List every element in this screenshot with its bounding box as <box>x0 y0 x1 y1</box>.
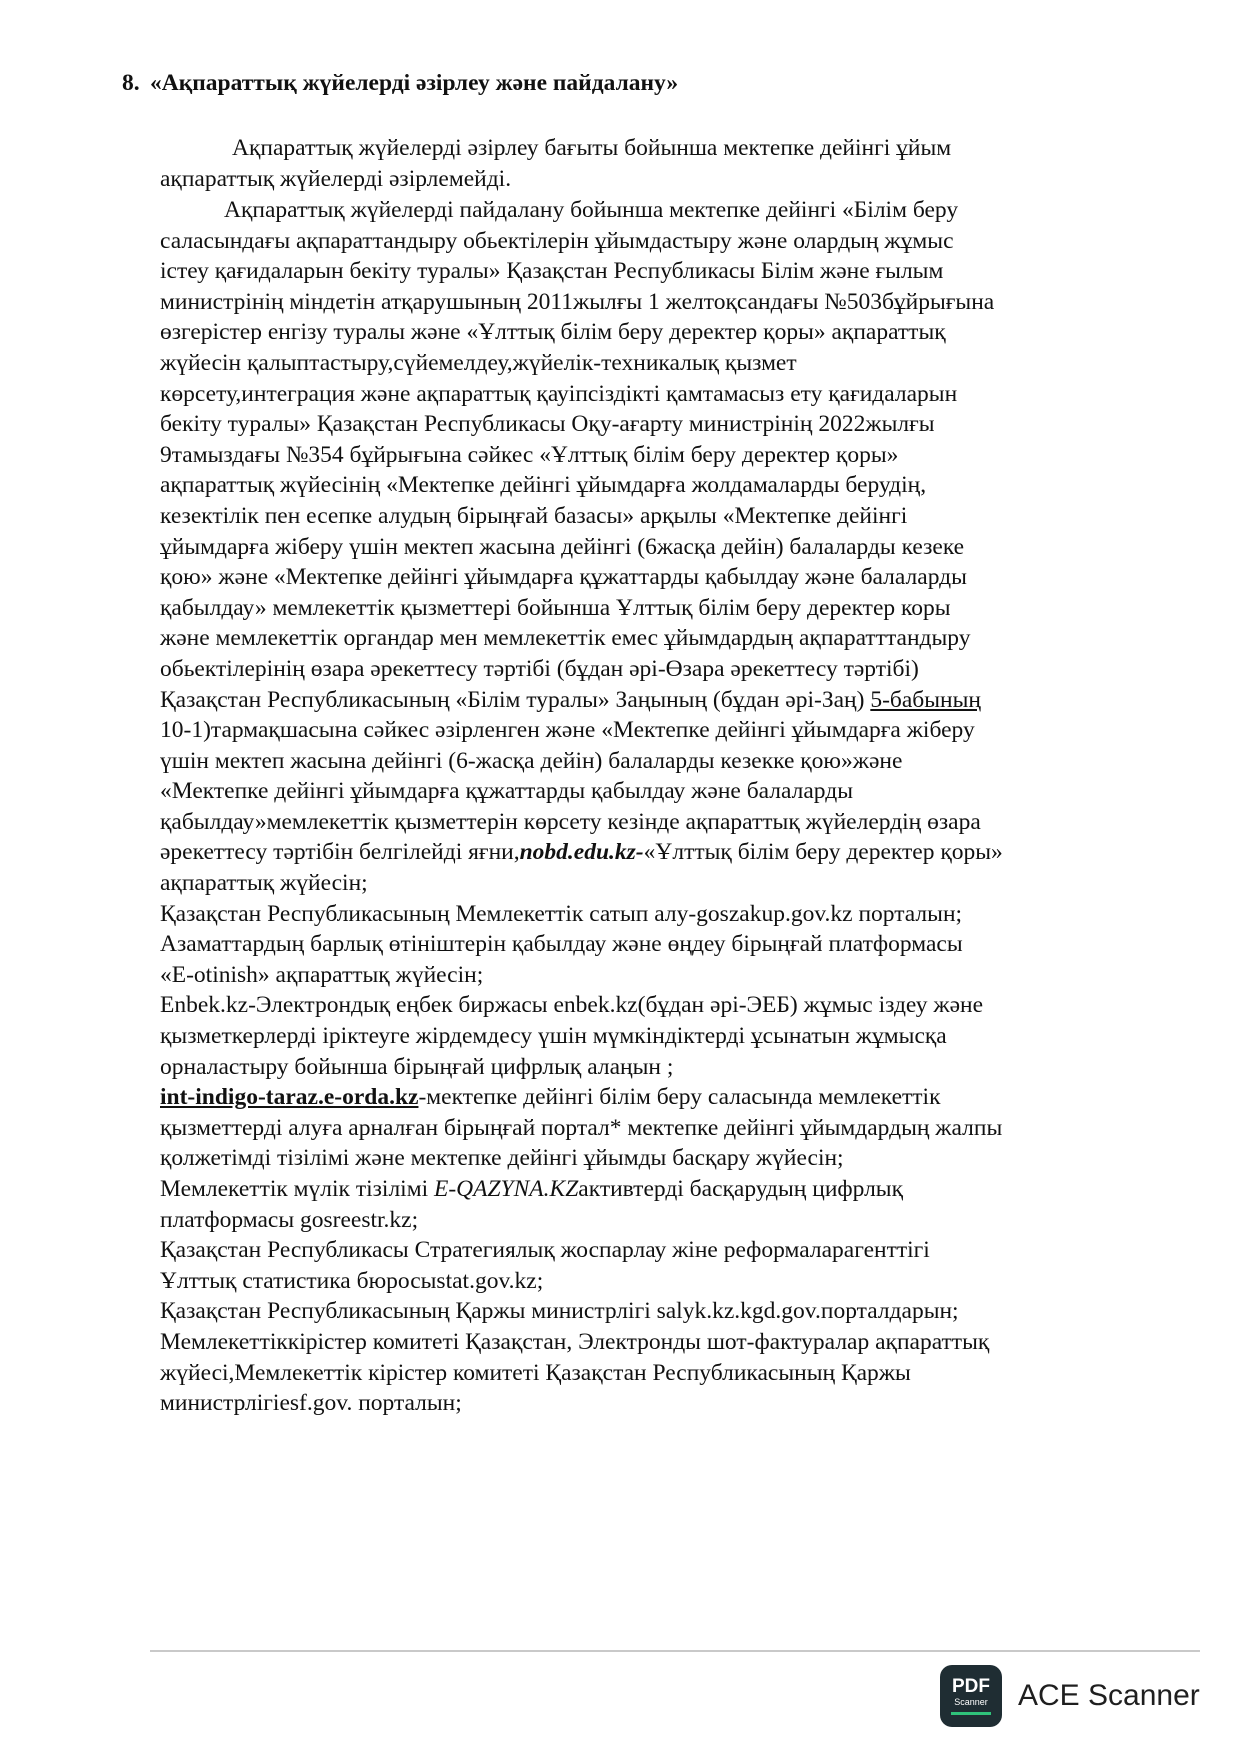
text-line: Азаматтардың барлық өтініштерін қабылдау және өңдеу бірыңғай платформасы <box>160 931 963 958</box>
text-line <box>160 837 1150 868</box>
text-line: қызметтерді алуға арналған бірыңғай портал* мектепке дейінгі ұйымдардың жалпы <box>160 1114 1003 1141</box>
text-line: Қазақстан Республикасының Қаржы министрлігі salyk.kz.kgd.gov.порталдарын; <box>160 1298 959 1325</box>
text-line: Ақпараттық жүйелерді пайдалану бойынша мектепке дейінгі «Білім беру <box>224 197 959 223</box>
scanner-watermark <box>940 1665 1200 1727</box>
text-line: Қазақстан Республикасының Мемлекеттік сатып алу-goszakup.gov.kz порталын; <box>160 900 963 927</box>
text-line: қою» және «Мектепке дейінгі ұйымдарға құжаттарды қабылдау және балаларды <box>160 564 967 591</box>
text-line: 10-1)тармақшасына сәйкес әзірленген және «Мектепке дейінгі ұйымдарға жіберу <box>160 717 975 744</box>
text-line: Ақпараттық жүйелерді әзірлеу бағыты бойынша мектепке дейінгі ұйым <box>232 135 952 161</box>
text-segment: «Ұлттық білім беру деректер қоры» <box>643 839 1003 866</box>
text-line: министрінің міндетін атқарушының 2011жылғы 1 желтоқсандағы №503бұйрығына <box>160 288 995 315</box>
text-line: үшін мектеп жасына дейінгі (6-жасқа дейін) балаларды кезекке қою»және <box>160 747 903 774</box>
text-line <box>160 1174 1150 1205</box>
text-line: 9тамыздағы №354 бұйрығына сәйкес «Ұлттық білім беру деректер қоры» <box>160 441 899 468</box>
badge-icon-top: PDF <box>952 1676 990 1697</box>
text-segment: активтерді басқарудың цифрлық <box>578 1176 904 1202</box>
text-line: қызметкерлерді іріктеуге жірдемдесу үшін мүмкіндіктерді ұсынатын жұмысқа <box>160 1023 947 1050</box>
text-segment: Мемлекеттік мүлік тізілімі <box>160 1176 434 1202</box>
text-line: Қазақстан Республикасы Стратегиялық жоспарлау жіне реформаларагенттігі <box>160 1237 930 1264</box>
text-line: Мемлекеттіккірістер комитеті Қазақстан, Электронды шот-фактуралар ақпараттық <box>160 1328 990 1355</box>
badge-icon-bottom: Scanner <box>954 1697 988 1707</box>
scanner-app-label: ACE Scanner <box>1018 1679 1200 1712</box>
text-line: Enbek.kz-Электрондық еңбек биржасы enbek.kz(бұдан әрі-ЭЕБ) жұмыс іздеу және <box>160 992 984 1019</box>
text-line: көрсету,интеграция және ақпараттық қауіпсіздікті қамтамасыз ету қағидаларын <box>160 380 958 407</box>
text-line: саласындағы ақпараттандыру обьектілерін ұйымдастыру және олардың жұмыс <box>160 227 954 254</box>
e-qazyna-text: E-QAZYNA.KZ <box>433 1176 579 1202</box>
text-line: министрлігіesf.gov. порталын; <box>160 1390 462 1417</box>
text-line: жүйесін қалыптастыру,сүйемелдеу,жүйелік-техникалық қызмет <box>160 349 797 376</box>
text-segment: -мектепке дейінгі білім беру саласында мемлекеттік <box>418 1084 941 1111</box>
paragraph-main <box>160 195 1150 1419</box>
text-segment: Қазақстан Республикасының «Білім туралы» Заңының (бұдан әрі-Заң) <box>160 686 871 713</box>
e-orda-link[interactable]: int-indigo-taraz.e-orda.kz <box>160 1084 419 1111</box>
section-title: «Ақпараттық жүйелерді әзірлеу және пайдалану» <box>150 70 679 96</box>
text-line <box>160 685 1150 716</box>
text-line: және мемлекеттік органдар мен мемлекеттік емес ұйымдардың ақпаратттандыру <box>160 625 971 652</box>
badge-accent-bar <box>951 1712 991 1715</box>
text-line: «Мектепке дейінгі ұйымдарға құжаттарды қабылдау және балаларды <box>160 778 853 805</box>
text-line: қабылдау» мемлекеттік қызметтері бойынша Ұлттық білім беру деректер коры <box>160 594 951 621</box>
text-line: ақпараттық жүйесінің «Мектепке дейінгі ұйымдарға жолдамаларды берудің, <box>160 472 927 499</box>
text-line: платформасы gosreestr.kz; <box>160 1206 419 1233</box>
text-line: орналастыру бойынша бірыңғай цифрлық алаңын ; <box>160 1053 674 1080</box>
text-line: ұйымдарға жіберу үшін мектеп жасына дейінгі (6жасқа дейін) балаларды кезеке <box>160 533 965 560</box>
text-line: істеу қағидаларын бекіту туралы» Қазақстан Республикасы Білім және ғылым <box>160 258 944 285</box>
text-line: ақпараттық жүйелерді әзірлемейді. <box>160 165 512 192</box>
text-line: өзгерістер енгізу туралы және «Ұлттық білім беру деректер қоры» ақпараттық <box>160 319 946 346</box>
paragraph-intro <box>160 133 1150 194</box>
section-heading <box>122 70 678 97</box>
text-line <box>160 1082 1150 1113</box>
text-segment: әрекеттесу тәртібін белгілейді яғни, <box>160 839 520 866</box>
nobd-link[interactable]: nobd.edu.kz- <box>519 839 644 866</box>
section-number: 8. <box>122 70 140 96</box>
pdf-scanner-icon <box>940 1665 1002 1727</box>
text-line: «E-otinish» ақпараттық жүйесін; <box>160 961 484 988</box>
scan-edge-divider <box>150 1650 1200 1652</box>
law-article-link[interactable]: 5-бабының <box>870 686 981 713</box>
text-line: Ұлттық статистика бюросыstat.gov.kz; <box>160 1267 544 1294</box>
text-line: обьектілерінің өзара әрекеттесу тәртібі (бұдан әрі-Өзара әрекеттесу тәртібі) <box>160 655 919 682</box>
text-line: кезектілік пен есепке алудың бірыңғай базасы» арқылы «Мектепке дейінгі <box>160 502 908 529</box>
text-line: қолжетімді тізілімі және мектепке дейінгі ұйымды басқару жүйесін; <box>160 1145 844 1172</box>
text-line: жүйесі,Мемлекеттік кірістер комитеті Қазақстан Республикасының Қаржы <box>160 1359 911 1386</box>
text-line: бекіту туралы» Қазақстан Республикасы Оқу-ағарту министрінің 2022жылғы <box>160 411 935 438</box>
text-line: қабылдау»мемлекеттік қызметтерін көрсету кезінде ақпараттық жүйелердің өзара <box>160 808 981 835</box>
text-line: ақпараттық жүйесін; <box>160 870 368 897</box>
